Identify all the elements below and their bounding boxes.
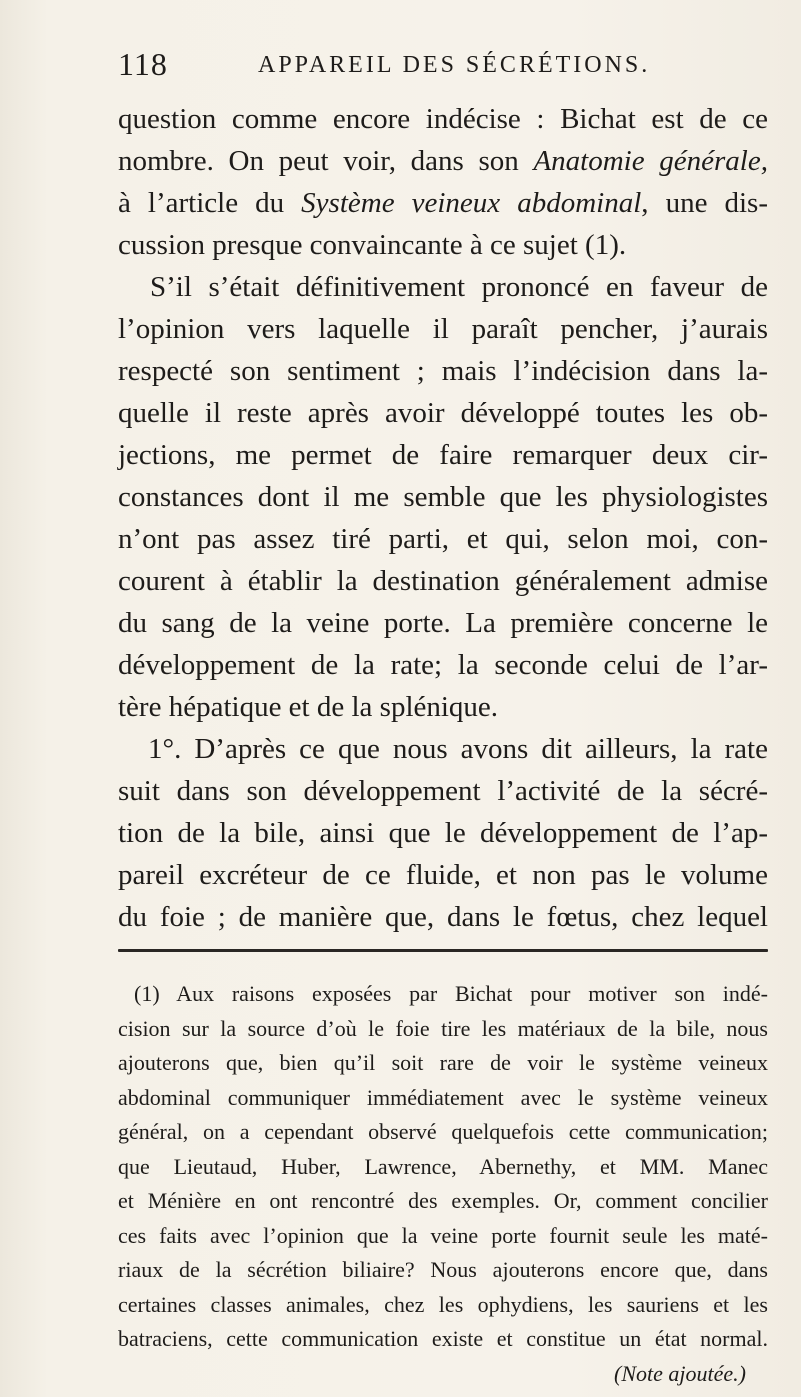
text-line: du foie ; de manière que, dans le fœtus, chez lequel (118, 901, 768, 933)
text-line: tère hépatique et de la splénique. (118, 691, 499, 723)
text-line: n’ont pas assez tiré parti, et qui, selon moi, con- (118, 523, 768, 555)
footnote-signoff: (Note ajoutée.) (614, 1360, 746, 1386)
text-line: à l’article du Système veineux abdominal, une dis- (118, 187, 768, 219)
footnote-line: batraciens, cette communication existe et constitue un état normal. (118, 1326, 768, 1351)
italic-title: Système veineux abdominal (301, 187, 642, 219)
footnote-line: abdominal communiquer immédiatement avec le système veineux (118, 1084, 768, 1110)
text-line: respecté son sentiment ; mais l’indécision dans la- (118, 355, 768, 387)
page-number: 118 (118, 46, 168, 82)
footnote-line: que Lieutaud, Huber, Lawrence, Abernethy, et MM. Manec (118, 1153, 768, 1179)
footnote (118, 977, 768, 1391)
text-line: question comme encore indécise : Bichat est de ce (118, 103, 768, 135)
text-line: jections, me permet de faire remarquer deux cir- (118, 439, 768, 471)
text-line: courent à établir la destination généralement admise (118, 565, 768, 597)
text-line: S’il s’était définitivement prononcé en faveur de (150, 271, 768, 303)
footnote-line: (1) Aux raisons exposées par Bichat pour motiver son indé- (134, 981, 768, 1006)
text-line: l’opinion vers laquelle il paraît pencher, j’aurais (118, 313, 768, 345)
text-line: développement de la rate; la seconde celui de l’ar- (118, 649, 768, 681)
italic-title: Anatomie générale, (533, 145, 768, 177)
text-line: du sang de la veine porte. La première concerne le (118, 607, 768, 639)
footnote-line: général, on a cependant observé quelquefois cette communication; (118, 1119, 768, 1144)
text-line: 1°. D’après ce que nous avons dit ailleurs, la rate (148, 733, 768, 765)
body-text (118, 98, 768, 938)
running-title: APPAREIL DES SÉCRÉTIONS. (258, 52, 651, 78)
page-header (118, 46, 748, 92)
text-line: cussion presque convaincante à ce sujet (1). (118, 229, 627, 261)
footnote-line: riaux de la sécrétion biliaire? Nous ajouterons encore que, dans (118, 1257, 768, 1282)
text-line: constances dont il me semble que les physiologistes (118, 481, 768, 513)
footnote-divider (118, 949, 768, 952)
footnote-line: et Ménière en ont rencontré des exemples. Or, comment concilier (118, 1188, 768, 1213)
text-line: pareil excréteur de ce fluide, et non pas le volume (118, 859, 768, 891)
footnote-line: ajouterons que, bien qu’il soit rare de voir le système veineux (118, 1050, 768, 1075)
footnote-line: certaines classes animales, chez les ophydiens, les sauriens et les (118, 1291, 768, 1317)
text-line: quelle il reste après avoir développé toutes les ob- (118, 397, 768, 429)
footnote-line: ces faits avec l’opinion que la veine porte fournit seule les maté- (118, 1222, 768, 1248)
text-line: suit dans son développement l’activité de la sécré- (118, 775, 768, 807)
text-line: nombre. On peut voir, dans son Anatomie générale, (118, 145, 768, 177)
footnote-line: cision sur la source d’où le foie tire les matériaux de la bile, nous (118, 1015, 768, 1041)
text-line: tion de la bile, ainsi que le développement de l’ap- (118, 817, 768, 849)
